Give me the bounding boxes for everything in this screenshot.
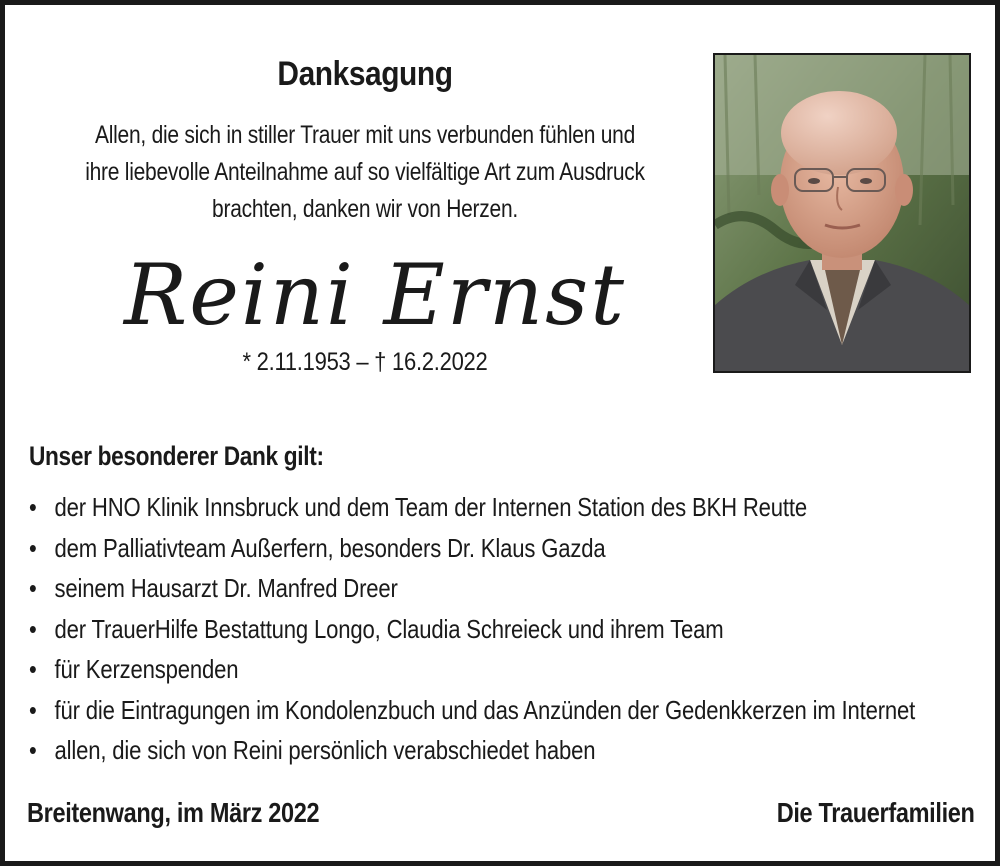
bullet-icon: • (29, 573, 37, 603)
place-date: Breitenwang, im März 2022 (27, 797, 320, 828)
list-item-text: dem Palliativteam Außerfern, besonders Dr. Klaus Gazda (54, 532, 606, 563)
portrait-image (715, 55, 969, 371)
list-item-text: für die Eintragungen im Kondolenzbuch und das Anzünden der Gedenkkerzen im Internet (54, 694, 916, 725)
portrait-photo (713, 53, 971, 373)
intro-line: Allen, die sich in stiller Trauer mit uns verbunden fühlen und (94, 121, 636, 149)
deceased-name: Reini Ernst (124, 246, 626, 344)
thanks-heading: Unser besonderer Dank gilt: (29, 441, 324, 471)
list-item-text: für Kerzenspenden (54, 654, 239, 684)
intro-line: ihre liebevolle Anteilnahme auf so vielfältige Art zum Ausdruck (85, 158, 645, 186)
intro-line: brachten, danken wir von Herzen. (212, 195, 518, 223)
list-item (29, 609, 964, 650)
list-item (29, 568, 964, 609)
notice-title: Danksagung (277, 55, 453, 93)
list-item (29, 528, 964, 569)
list-item-text: der TrauerHilfe Bestattung Longo, Claudia Schreieck und ihrem Team (54, 613, 724, 644)
list-item-text: seinem Hausarzt Dr. Manfred Dreer (54, 573, 398, 603)
signature: Die Trauerfamilien (777, 797, 975, 828)
intro-text (63, 117, 668, 228)
bullet-icon: • (29, 654, 37, 684)
list-item (29, 690, 964, 731)
bullet-icon: • (29, 492, 37, 522)
bullet-icon: • (29, 694, 37, 725)
list-item (29, 649, 964, 690)
thanks-list (29, 487, 964, 771)
list-item (29, 730, 964, 771)
bullet-icon: • (29, 735, 37, 765)
bullet-icon: • (29, 532, 37, 563)
list-item-text: allen, die sich von Reini persönlich verabschiedet haben (54, 735, 596, 765)
list-item-text: der HNO Klinik Innsbruck und dem Team der Internen Station des BKH Reutte (54, 492, 807, 522)
list-item (29, 487, 964, 528)
life-dates: * 2.11.1953 – † 16.2.2022 (242, 348, 488, 376)
bullet-icon: • (29, 613, 37, 644)
